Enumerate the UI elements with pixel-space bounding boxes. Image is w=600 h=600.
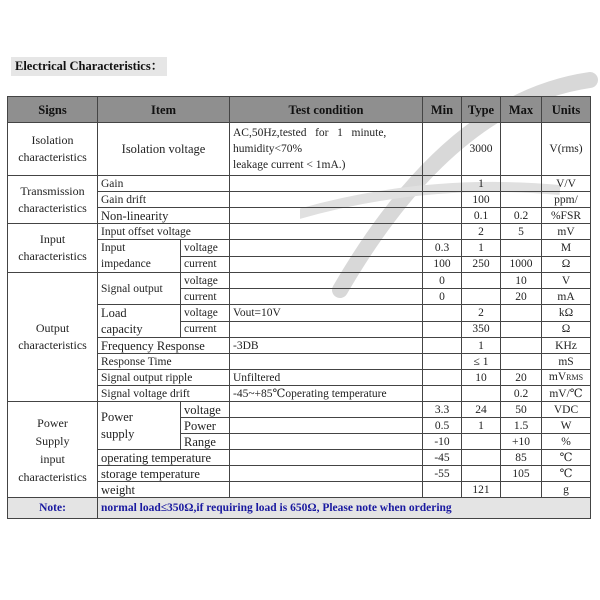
item-cell: Gain xyxy=(98,176,230,192)
type-cell xyxy=(462,386,501,402)
item-cell: Gain drift xyxy=(98,192,230,208)
header-test-condition: Test condition xyxy=(230,97,423,123)
item-cell: storage temperature xyxy=(98,466,230,482)
max-cell xyxy=(501,354,542,370)
test-condition-cell xyxy=(230,176,423,192)
units-cell: kΩ xyxy=(542,305,591,322)
item-cell: Signal output xyxy=(98,273,181,305)
test-condition-cell xyxy=(230,123,423,176)
type-cell: ≤ 1 xyxy=(462,354,501,370)
min-cell xyxy=(423,305,462,322)
max-cell xyxy=(501,321,542,338)
min-cell xyxy=(423,482,462,498)
condition-line: leakage current < 1mA.) xyxy=(233,159,346,171)
units-cell: ℃ xyxy=(542,450,591,466)
units-cell: KHz xyxy=(542,338,591,354)
max-cell: 20 xyxy=(501,289,542,305)
item-cell: Signal output ripple xyxy=(98,370,230,386)
table-header-row xyxy=(8,97,591,123)
note-row xyxy=(8,498,591,519)
type-cell: 2 xyxy=(462,224,501,240)
test-condition-cell: -45~+85℃operating temperature xyxy=(230,386,423,402)
min-cell: 0 xyxy=(423,289,462,305)
max-cell xyxy=(501,240,542,257)
max-cell xyxy=(501,482,542,498)
type-cell: 1 xyxy=(462,418,501,434)
max-cell: 5 xyxy=(501,224,542,240)
item-cell: Frequency Response xyxy=(98,338,230,354)
units-cell: W xyxy=(542,418,591,434)
units-cell: ℃ xyxy=(542,466,591,482)
test-condition-cell: Unfiltered xyxy=(230,370,423,386)
test-condition-cell: Vout=10V xyxy=(230,305,423,322)
units-cell: M xyxy=(542,240,591,257)
min-cell: -10 xyxy=(423,434,462,450)
condition-line: AC,50Hz,tested for 1 minute, xyxy=(233,127,387,139)
type-cell xyxy=(462,289,501,305)
item-cell: Isolation voltage xyxy=(98,123,230,176)
max-cell xyxy=(501,192,542,208)
item-cell: operating temperature xyxy=(98,450,230,466)
group-output: Output characteristics xyxy=(8,273,98,402)
item-label-line: capacity xyxy=(101,322,143,336)
item-cell xyxy=(98,305,181,338)
test-condition-cell xyxy=(230,466,423,482)
sub-item-cell: current xyxy=(181,289,230,305)
sub-item-cell: Range xyxy=(181,434,230,450)
item-cell: Non-linearity xyxy=(98,208,230,224)
units-cell: g xyxy=(542,482,591,498)
item-cell: weight xyxy=(98,482,230,498)
sub-item-cell: voltage xyxy=(181,402,230,418)
type-cell: 1 xyxy=(462,338,501,354)
max-cell: 1.5 xyxy=(501,418,542,434)
min-cell: 0.3 xyxy=(423,240,462,257)
units-cell: mV/℃ xyxy=(542,386,591,402)
item-cell: Input offset voltage xyxy=(98,224,230,240)
header-item: Item xyxy=(98,97,230,123)
note-text: normal load≤350Ω,if requiring load is 650Ω, Please note when ordering xyxy=(98,498,591,519)
type-cell: 0.1 xyxy=(462,208,501,224)
min-cell xyxy=(423,176,462,192)
min-cell xyxy=(423,208,462,224)
min-cell: 100 xyxy=(423,256,462,273)
sub-item-cell: current xyxy=(181,321,230,338)
test-condition-cell xyxy=(230,289,423,305)
units-cell: mV xyxy=(542,224,591,240)
type-cell xyxy=(462,434,501,450)
type-cell xyxy=(462,273,501,289)
test-condition-cell xyxy=(230,402,423,418)
item-label-line: Power xyxy=(101,409,133,424)
test-condition-cell xyxy=(230,256,423,273)
type-cell: 100 xyxy=(462,192,501,208)
test-condition-cell xyxy=(230,482,423,498)
max-cell: 50 xyxy=(501,402,542,418)
max-cell: 1000 xyxy=(501,256,542,273)
item-label-line: Input xyxy=(101,242,126,254)
group-input: Input characteristics xyxy=(8,224,98,273)
type-cell: 350 xyxy=(462,321,501,338)
units-main: mV xyxy=(548,371,567,383)
max-cell xyxy=(501,176,542,192)
group-transmission: Transmission characteristics xyxy=(8,176,98,224)
units-cell: Ω xyxy=(542,256,591,273)
min-cell: -55 xyxy=(423,466,462,482)
units-cell: V(rms) xyxy=(542,123,591,176)
max-cell: 0.2 xyxy=(501,386,542,402)
group-label-line: Supply xyxy=(35,433,70,448)
min-cell xyxy=(423,354,462,370)
item-cell: Response Time xyxy=(98,354,230,370)
min-cell xyxy=(423,370,462,386)
test-condition-cell xyxy=(230,418,423,434)
max-cell xyxy=(501,305,542,322)
type-cell: 3000 xyxy=(462,123,501,176)
header-signs: Signs xyxy=(8,97,98,123)
units-cell: V/V xyxy=(542,176,591,192)
table-row xyxy=(8,176,591,192)
units-cell: ppm/ xyxy=(542,192,591,208)
test-condition-cell xyxy=(230,208,423,224)
group-label-line: Power xyxy=(37,415,68,430)
table-row xyxy=(8,224,591,240)
group-label-line: characteristics xyxy=(18,469,87,484)
min-cell xyxy=(423,386,462,402)
item-label-line: Load xyxy=(101,306,127,320)
min-cell xyxy=(423,224,462,240)
test-condition-cell: -3DB xyxy=(230,338,423,354)
table-row xyxy=(8,273,591,289)
header-type: Type xyxy=(462,97,501,123)
min-cell xyxy=(423,123,462,176)
item-cell xyxy=(98,240,181,273)
min-cell xyxy=(423,321,462,338)
units-cell: % xyxy=(542,434,591,450)
group-isolation: Isolation characteristics xyxy=(8,123,98,176)
sub-item-cell: current xyxy=(181,256,230,273)
type-cell: 121 xyxy=(462,482,501,498)
min-cell: 3.3 xyxy=(423,402,462,418)
units-cell: V xyxy=(542,273,591,289)
test-condition-cell xyxy=(230,240,423,257)
min-cell: 0 xyxy=(423,273,462,289)
min-cell xyxy=(423,192,462,208)
max-cell: 0.2 xyxy=(501,208,542,224)
type-cell: 1 xyxy=(462,176,501,192)
test-condition-cell xyxy=(230,354,423,370)
type-cell xyxy=(462,450,501,466)
units-cell: mS xyxy=(542,354,591,370)
item-cell: Signal voltage drift xyxy=(98,386,230,402)
note-label: Note: xyxy=(8,498,98,519)
test-condition-cell xyxy=(230,434,423,450)
sub-item-cell: Power xyxy=(181,418,230,434)
table-row xyxy=(8,402,591,418)
table-row xyxy=(8,123,591,176)
electrical-characteristics-table xyxy=(7,96,591,519)
item-label-line: supply xyxy=(101,426,135,441)
sub-item-cell: voltage xyxy=(181,240,230,257)
type-cell: 1 xyxy=(462,240,501,257)
max-cell: +10 xyxy=(501,434,542,450)
section-title: Electrical Characteristics： xyxy=(11,57,167,76)
type-cell: 24 xyxy=(462,402,501,418)
item-cell xyxy=(98,402,181,450)
units-cell: Ω xyxy=(542,321,591,338)
sub-item-cell: voltage xyxy=(181,273,230,289)
units-subscript: RMS xyxy=(566,373,584,382)
max-cell xyxy=(501,338,542,354)
units-cell xyxy=(542,370,591,386)
units-cell: VDC xyxy=(542,402,591,418)
min-cell xyxy=(423,338,462,354)
min-cell: -45 xyxy=(423,450,462,466)
type-cell xyxy=(462,466,501,482)
type-cell: 10 xyxy=(462,370,501,386)
test-condition-cell xyxy=(230,273,423,289)
type-cell: 2 xyxy=(462,305,501,322)
units-cell: mA xyxy=(542,289,591,305)
test-condition-cell xyxy=(230,192,423,208)
max-cell: 105 xyxy=(501,466,542,482)
max-cell: 85 xyxy=(501,450,542,466)
sub-item-cell: voltage xyxy=(181,305,230,322)
header-max: Max xyxy=(501,97,542,123)
header-min: Min xyxy=(423,97,462,123)
header-units: Units xyxy=(542,97,591,123)
units-cell: %FSR xyxy=(542,208,591,224)
min-cell: 0.5 xyxy=(423,418,462,434)
test-condition-cell xyxy=(230,321,423,338)
type-cell: 250 xyxy=(462,256,501,273)
group-power-supply xyxy=(8,402,98,498)
test-condition-cell xyxy=(230,224,423,240)
condition-line: humidity<70% xyxy=(233,143,303,155)
max-cell: 10 xyxy=(501,273,542,289)
max-cell xyxy=(501,123,542,176)
test-condition-cell xyxy=(230,450,423,466)
item-label-line: impedance xyxy=(101,258,151,270)
group-label-line: input xyxy=(40,451,65,466)
max-cell: 20 xyxy=(501,370,542,386)
